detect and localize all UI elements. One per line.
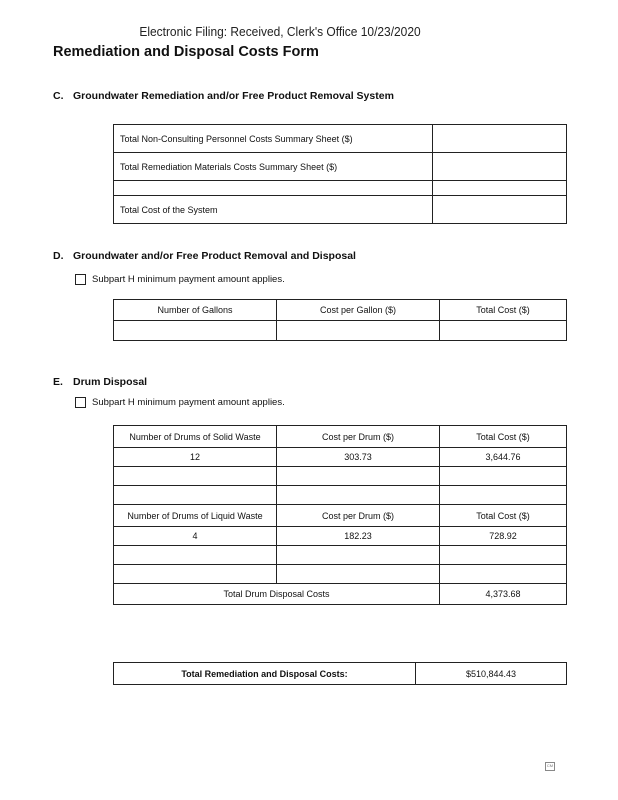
system-costs-value[interactable] xyxy=(433,181,567,196)
solid-total-cost[interactable] xyxy=(440,486,567,505)
table-row xyxy=(114,321,567,341)
header-cost-per-gallon: Cost per Gallon ($) xyxy=(277,300,440,321)
liquid-cost-per-drum[interactable] xyxy=(277,565,440,584)
system-costs-value[interactable] xyxy=(433,125,567,153)
gallons-cell[interactable] xyxy=(114,321,277,341)
solid-total-cost[interactable]: 3,644.76 xyxy=(440,448,567,467)
section-c-title: Groundwater Remediation and/or Free Product Removal System xyxy=(73,90,394,102)
drum-total-label: Total Drum Disposal Costs xyxy=(114,584,440,605)
header-liquid-drums: Number of Drums of Liquid Waste xyxy=(114,505,277,527)
solid-total-cost[interactable] xyxy=(440,467,567,486)
solid-cost-per-drum[interactable]: 303.73 xyxy=(277,448,440,467)
form-title: Remediation and Disposal Costs Form xyxy=(53,44,319,60)
table-row xyxy=(114,527,567,546)
table-row xyxy=(114,448,567,467)
header-total-cost: Total Cost ($) xyxy=(440,426,567,448)
system-costs-label: Total Non-Consulting Personnel Costs Summary Sheet ($) xyxy=(114,125,433,153)
grand-total-label: Total Remediation and Disposal Costs: xyxy=(114,663,416,685)
solid-drums-count[interactable] xyxy=(114,467,277,486)
table-row xyxy=(114,125,567,153)
liquid-cost-per-drum[interactable]: 182.23 xyxy=(277,527,440,546)
section-e-checkbox-label: Subpart H minimum payment amount applies. xyxy=(92,397,285,408)
solid-drums-count[interactable]: 12 xyxy=(114,448,277,467)
filing-stamp: Electronic Filing: Received, Clerk's Office 10/23/2020 xyxy=(139,24,421,39)
section-e-title: Drum Disposal xyxy=(73,376,148,388)
section-c-heading xyxy=(53,90,394,102)
table-row xyxy=(114,565,567,584)
grand-total-value[interactable]: $510,844.43 xyxy=(416,663,567,685)
header-solid-drums: Number of Drums of Solid Waste xyxy=(114,426,277,448)
table-row xyxy=(114,546,567,565)
system-costs-value[interactable] xyxy=(433,153,567,181)
table-row xyxy=(114,467,567,486)
header-gallons: Number of Gallons xyxy=(114,300,277,321)
section-e-checkbox[interactable] xyxy=(75,397,86,408)
liquid-total-cost[interactable] xyxy=(440,546,567,565)
system-total-value[interactable] xyxy=(433,196,567,224)
section-d-title: Groundwater and/or Free Product Removal and Disposal xyxy=(73,250,356,262)
header-total-cost: Total Cost ($) xyxy=(440,300,567,321)
grand-total-row xyxy=(114,663,567,685)
drum-disposal-table xyxy=(113,425,567,605)
table-row xyxy=(114,153,567,181)
section-c-letter: C. xyxy=(53,90,64,102)
header-cost-per-drum: Cost per Drum ($) xyxy=(277,426,440,448)
header-cost-per-drum: Cost per Drum ($) xyxy=(277,505,440,527)
gallons-total-cell[interactable] xyxy=(440,321,567,341)
system-costs-label xyxy=(114,181,433,196)
section-d-checkbox-row xyxy=(75,274,285,285)
table-row xyxy=(114,486,567,505)
table-header-row xyxy=(114,426,567,448)
system-costs-label: Total Remediation Materials Costs Summary Sheet ($) xyxy=(114,153,433,181)
section-d-letter: D. xyxy=(53,250,64,262)
section-e-letter: E. xyxy=(53,376,63,388)
table-header-row xyxy=(114,505,567,527)
liquid-drums-count[interactable]: 4 xyxy=(114,527,277,546)
section-d-heading xyxy=(53,250,356,262)
page-mark: CM xyxy=(545,762,555,771)
section-d-checkbox-label: Subpart H minimum payment amount applies. xyxy=(92,274,285,285)
section-e-checkbox-row xyxy=(75,397,285,408)
drum-total-value[interactable]: 4,373.68 xyxy=(440,584,567,605)
header-total-cost: Total Cost ($) xyxy=(440,505,567,527)
table-row xyxy=(114,196,567,224)
system-costs-table xyxy=(113,124,567,224)
drum-total-row xyxy=(114,584,567,605)
liquid-total-cost[interactable] xyxy=(440,565,567,584)
liquid-drums-count[interactable] xyxy=(114,546,277,565)
gallons-table xyxy=(113,299,567,341)
solid-cost-per-drum[interactable] xyxy=(277,467,440,486)
liquid-drums-count[interactable] xyxy=(114,565,277,584)
section-d-checkbox[interactable] xyxy=(75,274,86,285)
solid-drums-count[interactable] xyxy=(114,486,277,505)
table-row xyxy=(114,181,567,196)
liquid-cost-per-drum[interactable] xyxy=(277,546,440,565)
table-header-row xyxy=(114,300,567,321)
solid-cost-per-drum[interactable] xyxy=(277,486,440,505)
liquid-total-cost[interactable]: 728.92 xyxy=(440,527,567,546)
system-total-label: Total Cost of the System xyxy=(114,196,433,224)
section-e-heading xyxy=(53,376,147,388)
cost-per-gallon-cell[interactable] xyxy=(277,321,440,341)
grand-total-table xyxy=(113,662,567,685)
